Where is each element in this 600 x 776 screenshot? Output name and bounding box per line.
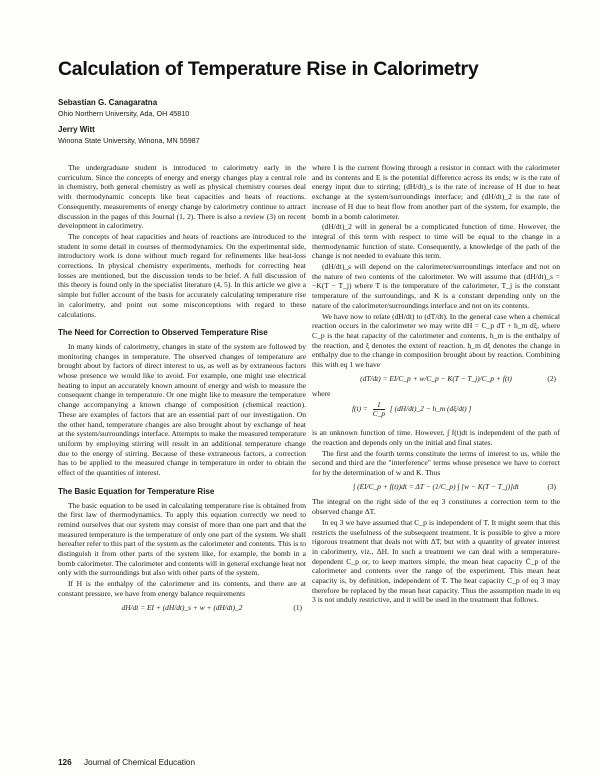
author-name: Jerry Witt <box>58 125 95 134</box>
equation-number: (1) <box>293 602 302 612</box>
body-paragraph: (dH/dt)_2 will in general be a complicated function of time. However, the integral of this term with respect to time will be equal to the change in a thermodynamic function of state. Consequently, a knowledge of the path of the change is not needed to evaluate this term. <box>312 222 560 261</box>
equation-3 <box>312 482 560 492</box>
equation-1 <box>58 603 306 613</box>
body-paragraph: In many kinds of calorimetry, changes in state of the system are followed by monitoring changes in temperature. The observed changes of temperature are brought about by factors of direct interest to us, as well as by extraneous factors whose presence we would like to avoid. For example, one might use electrical heating to input an accurately known amount of energy and wish to measure the consequent change in temperature. Or one might like to measure the temperature change accompanying a known change of composition (chemical reaction). These are examples of factors that are an essential part of our investigation. On the other hand, temperature changes are also brought about by exchange of heat at the system/surroundings interface. Attempts to make the measured temperature uniform by employing stirring will result in an additional temperature change due to the energy of stirring. Because of these extraneous factors, a correction has to be applied to the measured change in temperature in order to obtain the effect of the quantities of interest. <box>58 341 306 478</box>
right-column <box>312 163 560 606</box>
equation-body: [ (dH/dt)_2 − h_m (dξ/dt) ] <box>389 404 472 414</box>
page-footer <box>58 758 195 767</box>
body-paragraph: The first and the fourth terms constitute the terms of interest to us, while the second and third are the "interference" terms whose presence we have to correct for by the determination of w and K. Thus <box>312 448 560 477</box>
author-block <box>58 98 358 146</box>
fraction <box>373 401 385 418</box>
equation-body: (dT/dt) = EI/C_p + w/C_p − K(T − T_j)/C_p + f(t) <box>360 373 512 383</box>
body-paragraph: The undergraduate student is introduced to calorimetry early in the curriculum. Since the concepts of energy and energy changes play a central role in chemistry, both general chemistry as well as physical chemistry courses deal with thermodynamic concepts like heat capacities and heats of reactions. Consequently, measurements of energy change by calorimetry continue to attract discussion in the pages of this Journal (1, 2). There is also a review (3) on recent development in calorimetry. <box>58 163 306 231</box>
equation-f <box>352 401 560 423</box>
body-paragraph: In eq 3 we have assumed that C_p is independent of T. It might seem that this restricts the usefulness of the subsequent treatment. It is possible to give a more rigorous treatment that deals not with ΔT, but with a quantity of greater interest in calorimetry, viz., ΔH. In such a treatment we can deal with a temperature-dependent C_p or, to keep matters simple, the mean heat capacity C̄_p of the calorimeter and contents over the range of the experiment. This mean heat capacity is, by definition, independent of T. The heat capacity C_p of eq 3 may therefore be replaced by the mean heat capacity. Thus the assumption made in eq 3 is not unduly restrictive, and it will be used in the treatment that follows. <box>312 517 560 605</box>
journal-name: Journal of Chemical Education <box>83 758 196 767</box>
article-title: Calculation of Temperature Rise in Calorimetry <box>58 58 479 80</box>
author-name: Sebastian G. Canagaratna <box>58 98 158 107</box>
equation-2 <box>312 374 560 384</box>
page-number: 126 <box>58 758 72 767</box>
body-paragraph: The basic equation to be used in calculating temperature rise is obtained from the first law of thermodynamics. To apply this equation correctly we need to remind ourselves that our system may consist of more than one part and that the measured temperature is the temperature of only one part of the system. We shall hereafter refer to this part of the system as the calorimeter and contents. This is to distinguish it from other parts of the system like, for example, the bomb in a bomb calorimeter. The calorimeter and contents will in general exchange heat not only with the surroundings but also with other parts of the system. <box>58 500 306 578</box>
equation-number: (2) <box>547 373 556 383</box>
fraction-numerator: 1 <box>373 401 385 410</box>
body-paragraph: We have now to relate (dH/dt) to (dT/dt). In the general case when a chemical reaction occurs in the calorimeter we may write dH = C_p dT + h_m dξ, where C_p is the heat capacity of the calorimeter and contents, h_m is the enthalpy of the reaction, and ξ denotes the extent of reaction. h_m dξ denotes the change in enthalpy due to the change in composition brought about by reaction. Combining this with eq 1 we have <box>312 311 560 370</box>
equation-number: (3) <box>547 481 556 491</box>
author-affiliation: Ohio Northern University, Ada, OH 45810 <box>58 108 190 118</box>
body-paragraph: is an unknown function of time. However, ∫ f(t)dt is independent of the path of the reaction and depends only on the initial and final states. <box>312 428 560 447</box>
body-paragraph: The integral on the right side of the eq 3 constitutes a correction term to the observed change ΔT. <box>312 497 560 517</box>
author-affiliation: Winona State University, Winona, MN 55987 <box>58 135 200 145</box>
body-paragraph: (dH/dt)_s will depend on the calorimeter/surroundings interface and not on the nature of two contents of the calorimeter. We will assume that (dH/dt)_s = −K(T − T_j) where T is the temperature of the calorimeter, T_j is the constant temperature of the surroundings, and K is a constant depending only on the nature of the calorimeter/surroundings interface and not on its contents. <box>312 262 560 310</box>
equation-body: dH/dt = EI + (dH/dt)_s + w + (dH/dt)_2 <box>121 602 243 612</box>
section-heading: The Basic Equation for Temperature Rise <box>58 486 215 496</box>
equation-body: ∫ (EI/C_p + f(t))dt = ΔT − (1/C_p) ∫ [w − K(T − T_j)]dt <box>353 481 519 491</box>
section-heading: The Need for Correction to Observed Temperature Rise <box>58 328 268 338</box>
body-paragraph: where I is the current flowing through a resistor in contact with the calorimeter and its contents and E is the potential difference across its ends; w is the rate of energy input due to stirring; (dH/dt)_s is the rate of increase of H due to heat exchange at the system/surroundings interface; and (dH/dt)_2 is the rate of increase of H due to heat flow from another part of the system, for example, the bomb in a bomb calorimeter. <box>312 163 560 221</box>
fraction-denominator: C_p <box>372 409 386 419</box>
body-paragraph: If H is the enthalpy of the calorimeter and its contents, and there are at constant pressure, we have from energy balance requirements <box>58 579 306 598</box>
equation-lhs: f(t) = <box>352 404 368 414</box>
left-column <box>58 163 306 618</box>
body-paragraph: The concepts of heat capacities and heats of reactions are introduced to the student in some detail in courses of thermodynamics. On the experimental side, introductory work is done without much regard for refinements like heat-loss corrections. In physical chemistry experiments, methods for correcting heat losses are mentioned, but the discussion tends to be brief. A full discussion of this theory is found only in the specialist literature (4, 5). In this article we give a simple but fuller account of the basis for accurately calculating temperature rise in calorimetry, and point out some misconceptions with regard to these calculations. <box>58 231 306 319</box>
body-paragraph: where <box>312 389 331 399</box>
